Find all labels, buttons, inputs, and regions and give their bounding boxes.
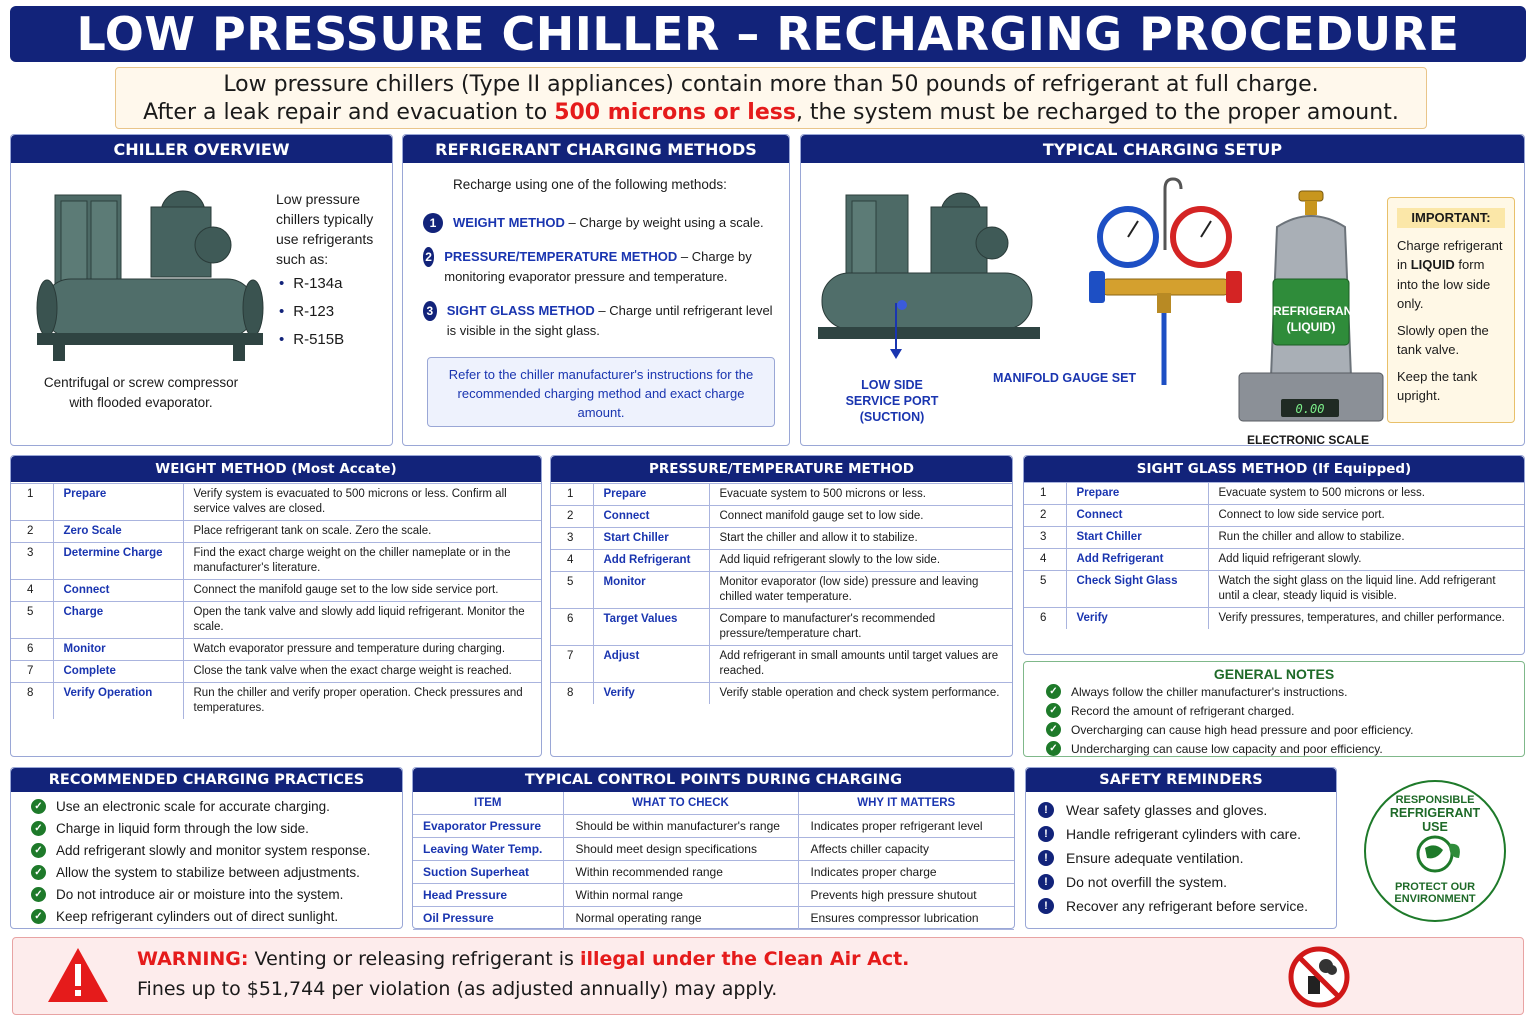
warning-triangle-icon — [46, 946, 110, 1006]
control-points-table — [413, 792, 1014, 930]
step-description: Monitor evaporator (low side) pressure and leaving chilled water temperature. — [709, 572, 1012, 609]
step-description: Run the chiller and allow to stabilize. — [1208, 527, 1524, 549]
check-icon: ✓ — [1046, 741, 1061, 756]
step-row — [11, 580, 541, 602]
charging-methods-panel — [402, 134, 790, 446]
step-name: Add Refrigerant — [1066, 549, 1208, 571]
check-icon: ✓ — [31, 865, 46, 880]
exclamation-icon: ! — [1038, 826, 1054, 842]
list-item-text: Recover any refrigerant before service. — [1066, 898, 1308, 914]
step-name: Target Values — [593, 609, 709, 646]
step-description: Open the tank valve and slowly add liquid refrigerant. Monitor the scale. — [183, 602, 541, 639]
check-icon: ✓ — [1046, 703, 1061, 718]
exclamation-icon: ! — [1038, 898, 1054, 914]
step-row — [11, 521, 541, 543]
list-item — [31, 839, 402, 861]
step-row — [11, 484, 541, 521]
overview-caption: Centrifugal or screw compressor with flooded evaporator. — [43, 375, 239, 410]
list-item-text: Charge in liquid form through the low side. — [56, 820, 309, 836]
step-number: 1 — [551, 484, 593, 506]
check-icon: ✓ — [31, 843, 46, 858]
table-cell: Oil Pressure — [413, 906, 563, 929]
table-row — [413, 906, 1014, 929]
list-item — [1038, 798, 1336, 822]
methods-note: Refer to the chiller manufacturer's instructions for the recommended charging method and exact charge amount. — [427, 357, 775, 427]
warning-line-2: Fines up to $51,744 per violation (as adjusted annually) may apply. — [137, 978, 778, 1000]
method-item: 1 WEIGHT METHOD – Charge by weight using a scale. — [423, 213, 778, 233]
step-description: Connect manifold gauge set to low side. — [709, 506, 1012, 528]
service-port-label: LOW SIDE SERVICE PORT (SUCTION) — [845, 378, 939, 424]
list-item — [31, 905, 402, 927]
step-name: Verify — [1066, 608, 1208, 630]
step-row — [11, 639, 541, 661]
refrigerant-item: • R-515B — [279, 331, 344, 348]
weight-method-header: WEIGHT METHOD (Most Accate) — [11, 456, 541, 482]
step-row — [1024, 483, 1524, 505]
table-cell: Affects chiller capacity — [798, 837, 1014, 860]
table-cell: Within recommended range — [563, 860, 798, 883]
step-name: Start Chiller — [1066, 527, 1208, 549]
step-description: Add liquid refrigerant slowly. — [1208, 549, 1524, 571]
important-line: Charge refrigerant in LIQUID form into the low side only. — [1397, 237, 1503, 311]
list-item — [1046, 739, 1524, 758]
step-row — [11, 543, 541, 580]
list-item-text: Wear safety glasses and gloves. — [1066, 802, 1268, 818]
charging-methods-header: REFRIGERANT CHARGING METHODS — [403, 135, 789, 163]
table-cell: Should be within manufacturer's range — [563, 814, 798, 837]
list-item-text: Allow the system to stabilize between adjustments. — [56, 864, 360, 880]
step-name: Verify — [593, 683, 709, 705]
intro-banner — [115, 67, 1427, 129]
step-row — [551, 528, 1012, 550]
step-name: Verify Operation — [53, 683, 183, 720]
step-name: Prepare — [1066, 483, 1208, 505]
step-row — [1024, 549, 1524, 571]
pt-method-panel — [550, 455, 1013, 757]
important-line: Keep the tank upright. — [1397, 368, 1478, 403]
step-description: Watch evaporator pressure and temperature during charging. — [183, 639, 541, 661]
step-row — [551, 550, 1012, 572]
list-item — [31, 883, 402, 905]
step-number: 4 — [11, 580, 53, 602]
list-item — [31, 861, 402, 883]
chiller-illustration — [816, 187, 1046, 367]
warning-highlight: illegal under the Clean Air Act. — [580, 948, 910, 970]
sight-glass-header: SIGHT GLASS METHOD (If Equipped) — [1024, 456, 1524, 482]
step-row — [11, 661, 541, 683]
step-row — [1024, 527, 1524, 549]
method-item: 3 SIGHT GLASS METHOD – Charge until refrigerant level is visible in the sight glass. — [423, 301, 778, 341]
step-number: 5 — [11, 602, 53, 639]
page-title: LOW PRESSURE CHILLER – RECHARGING PROCEDURE — [10, 6, 1526, 62]
step-description: Verify stable operation and check system performance. — [709, 683, 1012, 705]
step-description: Compare to manufacturer's recommended pressure/temperature chart. — [709, 609, 1012, 646]
step-name: Complete — [53, 661, 183, 683]
list-item-text: Keep refrigerant cylinders out of direct sunlight. — [56, 908, 339, 924]
step-name: Add Refrigerant — [593, 550, 709, 572]
control-points-panel — [412, 767, 1015, 929]
step-name: Monitor — [593, 572, 709, 609]
list-item-text: Do not overfill the system. — [1066, 874, 1228, 890]
step-description: Verify system is evacuated to 500 microns or less. Confirm all service valves are closed. — [183, 484, 541, 521]
list-item — [1046, 682, 1524, 701]
step-description: Watch the sight glass on the liquid line. Add refrigerant until a clear, steady liquid is visible. — [1208, 571, 1524, 608]
list-item — [31, 795, 402, 817]
manifold-label: MANIFOLD GAUGE SET — [993, 371, 1137, 385]
important-title: IMPORTANT: — [1397, 208, 1505, 228]
list-item — [1046, 701, 1524, 720]
check-icon: ✓ — [31, 799, 46, 814]
refrigerant-item: • R-134a — [279, 275, 344, 292]
step-description: Evacuate system to 500 microns or less. — [709, 484, 1012, 506]
step-number: 6 — [11, 639, 53, 661]
step-description: Place refrigerant tank on scale. Zero the scale. — [183, 521, 541, 543]
scale-readout: 0.00 — [1295, 402, 1325, 416]
responsible-use-badge — [1364, 780, 1506, 922]
safety-header: SAFETY REMINDERS — [1026, 768, 1336, 792]
badge-text: PROTECT OUR — [1394, 881, 1476, 893]
table-row — [413, 860, 1014, 883]
step-name: Connect — [1066, 505, 1208, 527]
column-header: ITEM — [413, 792, 563, 814]
weight-method-table — [11, 483, 541, 719]
step-number: 2 — [11, 521, 53, 543]
control-points-header: TYPICAL CONTROL POINTS DURING CHARGING — [413, 768, 1014, 792]
step-name: Prepare — [53, 484, 183, 521]
chiller-overview-header: CHILLER OVERVIEW — [11, 135, 392, 163]
step-row — [551, 609, 1012, 646]
table-cell: Evaporator Pressure — [413, 814, 563, 837]
list-item-text: Undercharging can cause low capacity and poor efficiency. — [1071, 741, 1383, 756]
step-name: Adjust — [593, 646, 709, 683]
refrigerant-list — [279, 275, 344, 358]
sight-glass-panel — [1023, 455, 1525, 655]
step-row — [551, 484, 1012, 506]
step-description: Find the exact charge weight on the chiller nameplate or in the manufacturer's literature. — [183, 543, 541, 580]
step-description: Start the chiller and allow it to stabilize. — [709, 528, 1012, 550]
warning-label: WARNING: — [137, 948, 249, 970]
step-number: 1 — [11, 484, 53, 521]
badge-text: ENVIRONMENT — [1394, 893, 1476, 905]
method-number: 3 — [423, 301, 437, 321]
step-number: 5 — [551, 572, 593, 609]
table-cell: Normal operating range — [563, 906, 798, 929]
table-cell: Prevents high pressure shutout — [798, 883, 1014, 906]
weight-method-panel — [10, 455, 542, 757]
check-icon: ✓ — [1046, 684, 1061, 699]
step-row — [1024, 571, 1524, 608]
column-header: WHY IT MATTERS — [798, 792, 1014, 814]
step-number: 6 — [1024, 608, 1066, 630]
step-row — [11, 683, 541, 720]
step-name: Monitor — [53, 639, 183, 661]
exclamation-icon: ! — [1038, 874, 1054, 890]
step-number: 7 — [11, 661, 53, 683]
warning-line-1: WARNING: Venting or releasing refrigerant is illegal under the Clean Air Act. — [137, 948, 910, 970]
step-number: 8 — [11, 683, 53, 720]
practices-header: RECOMMENDED CHARGING PRACTICES — [11, 768, 402, 792]
list-item — [1038, 894, 1336, 918]
step-row — [551, 506, 1012, 528]
table-row — [413, 837, 1014, 860]
general-notes-panel — [1023, 661, 1525, 757]
list-item — [1038, 870, 1336, 894]
table-cell: Indicates proper charge — [798, 860, 1014, 883]
step-description: Add liquid refrigerant slowly to the low side. — [709, 550, 1012, 572]
list-item-text: Overcharging can cause high head pressure and poor efficiency. — [1071, 722, 1414, 737]
manifold-gauge-icon — [1083, 175, 1248, 390]
table-cell: Indicates proper refrigerant level — [798, 814, 1014, 837]
step-row — [551, 683, 1012, 705]
chiller-overview-panel — [10, 134, 393, 446]
list-item — [31, 817, 402, 839]
step-row — [11, 602, 541, 639]
table-cell: Should meet design specifications — [563, 837, 798, 860]
list-item-text: Do not introduce air or moisture into the system. — [56, 886, 344, 902]
step-name: Prepare — [593, 484, 709, 506]
step-description: Connect the manifold gauge set to the low side service port. — [183, 580, 541, 602]
step-row — [551, 646, 1012, 683]
step-description: Evacuate system to 500 microns or less. — [1208, 483, 1524, 505]
step-number: 1 — [1024, 483, 1066, 505]
check-icon: ✓ — [31, 909, 46, 924]
intro-line-2: After a leak repair and evacuation to 500 microns or less, the system must be recharged to the proper amount. — [143, 100, 1399, 125]
methods-intro: Recharge using one of the following methods: — [453, 177, 727, 192]
tank-label: REFRIGERANT (LIQUID) — [1273, 304, 1360, 334]
badge-text: USE — [1422, 820, 1448, 834]
globe-leaf-icon — [1405, 834, 1465, 874]
step-row — [1024, 608, 1524, 630]
table-cell: Head Pressure — [413, 883, 563, 906]
list-item-text: Ensure adequate ventilation. — [1066, 850, 1244, 866]
step-name: Check Sight Glass — [1066, 571, 1208, 608]
step-name: Start Chiller — [593, 528, 709, 550]
step-name: Connect — [53, 580, 183, 602]
step-description: Add refrigerant in small amounts until target values are reached. — [709, 646, 1012, 683]
scale-label: ELECTRONIC SCALE — [1247, 433, 1370, 447]
important-line: Slowly open the tank valve. — [1397, 322, 1489, 357]
no-venting-icon — [1288, 946, 1350, 1008]
important-box — [1387, 197, 1515, 423]
list-item-text: Handle refrigerant cylinders with care. — [1066, 826, 1301, 842]
method-number: 1 — [423, 213, 443, 233]
column-header: WHAT TO CHECK — [563, 792, 798, 814]
intro-line-1: Low pressure chillers (Type II appliances) contain more than 50 pounds of refrigerant at full charge. — [223, 72, 1319, 97]
list-item-text: Always follow the chiller manufacturer's instructions. — [1071, 684, 1348, 699]
table-row — [413, 814, 1014, 837]
step-number: 7 — [551, 646, 593, 683]
badge-text: REFRIGERANT — [1389, 806, 1481, 820]
step-name: Determine Charge — [53, 543, 183, 580]
step-name: Zero Scale — [53, 521, 183, 543]
step-number: 3 — [551, 528, 593, 550]
charging-setup-header: TYPICAL CHARGING SETUP — [801, 135, 1524, 163]
overview-text: Low pressure chillers typically use refrigerants such as: — [276, 191, 374, 267]
step-description: Verify pressures, temperatures, and chiller performance. — [1208, 608, 1524, 630]
exclamation-icon: ! — [1038, 802, 1054, 818]
methods-list — [423, 213, 778, 355]
method-number: 2 — [423, 247, 434, 267]
service-port-arrow — [886, 303, 906, 363]
warning-banner — [12, 937, 1524, 1015]
list-item — [1038, 822, 1336, 846]
general-notes-header: GENERAL NOTES — [1213, 666, 1335, 682]
safety-panel — [1025, 767, 1337, 929]
step-number: 5 — [1024, 571, 1066, 608]
step-description: Connect to low side service port. — [1208, 505, 1524, 527]
step-number: 4 — [551, 550, 593, 572]
pt-method-header: PRESSURE/TEMPERATURE METHOD — [551, 456, 1012, 482]
step-description: Run the chiller and verify proper operation. Check pressures and temperatures. — [183, 683, 541, 720]
pt-method-table — [551, 483, 1012, 704]
chiller-illustration — [33, 183, 273, 371]
list-item — [1046, 720, 1524, 739]
sight-glass-table — [1024, 482, 1524, 629]
table-cell: Leaving Water Temp. — [413, 837, 563, 860]
badge-text: RESPONSIBLE — [1395, 794, 1475, 806]
intro-highlight: 500 microns or less — [554, 100, 796, 125]
list-item-text: Record the amount of refrigerant charged. — [1071, 703, 1295, 718]
step-number: 3 — [1024, 527, 1066, 549]
step-number: 2 — [551, 506, 593, 528]
step-number: 4 — [1024, 549, 1066, 571]
step-number: 8 — [551, 683, 593, 705]
charging-setup-panel — [800, 134, 1525, 446]
list-item-text: Add refrigerant slowly and monitor system response. — [56, 842, 371, 858]
step-number: 3 — [11, 543, 53, 580]
refrigerant-item: • R-123 — [279, 303, 344, 320]
check-icon: ✓ — [31, 887, 46, 902]
table-row — [413, 883, 1014, 906]
practices-panel — [10, 767, 403, 929]
table-cell: Ensures compressor lubrication — [798, 906, 1014, 929]
check-icon: ✓ — [1046, 722, 1061, 737]
method-item: 2 PRESSURE/TEMPERATURE METHOD – Charge by monitoring evaporator pressure and temperature. — [423, 247, 778, 287]
table-cell: Within normal range — [563, 883, 798, 906]
step-name: Charge — [53, 602, 183, 639]
step-row — [1024, 505, 1524, 527]
step-description: Close the tank valve when the exact charge weight is reached. — [183, 661, 541, 683]
step-number: 6 — [551, 609, 593, 646]
table-cell: Suction Superheat — [413, 860, 563, 883]
step-row — [551, 572, 1012, 609]
list-item — [1038, 846, 1336, 870]
step-name: Connect — [593, 506, 709, 528]
check-icon: ✓ — [31, 821, 46, 836]
list-item-text: Use an electronic scale for accurate charging. — [56, 798, 330, 814]
exclamation-icon: ! — [1038, 850, 1054, 866]
step-number: 2 — [1024, 505, 1066, 527]
